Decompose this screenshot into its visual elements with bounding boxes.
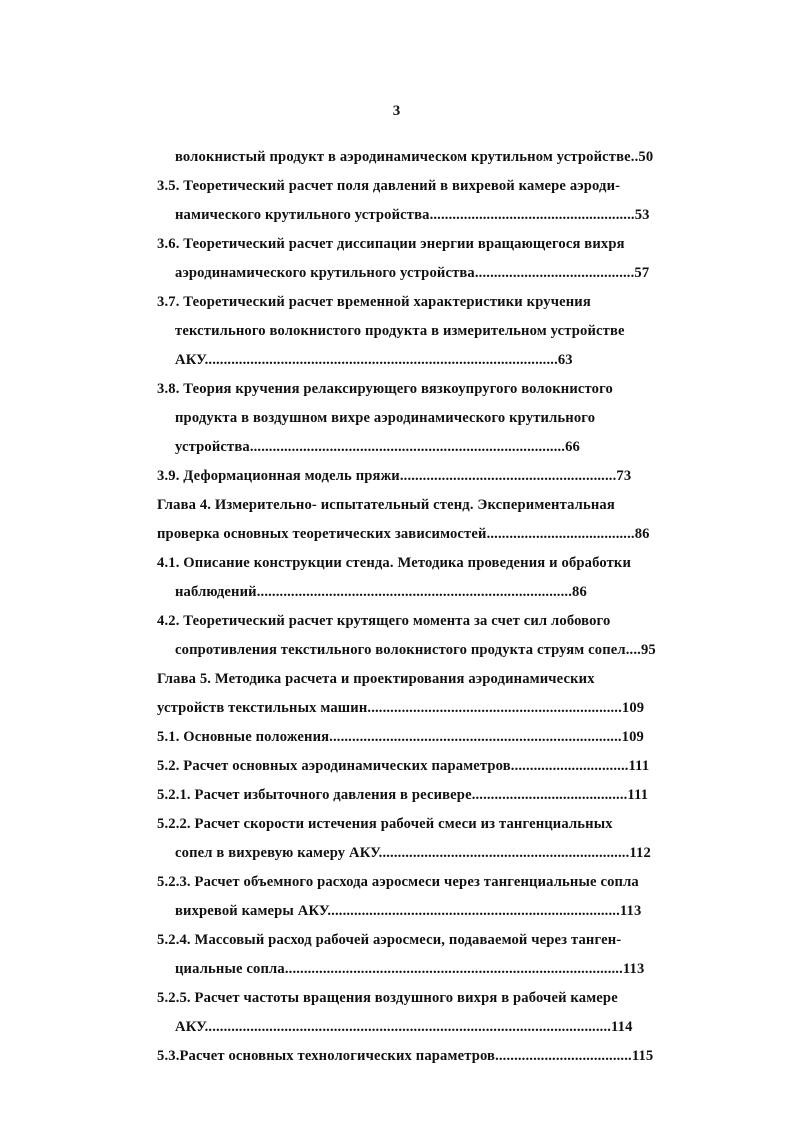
toc-line: 5.2.1. Расчет избыточного давления в ресивере.........................................111 (157, 787, 649, 803)
toc-line: сопел в вихревую камеру АКУ..................................................................112 (175, 845, 651, 861)
toc-line: Глава 5. Методика расчета и проектирования аэродинамических (157, 671, 595, 687)
page-number: 3 (392, 103, 401, 119)
toc-line: 5.1. Основные положения.............................................................................109 (157, 729, 645, 745)
toc-line: 3.7. Теоретический расчет временной характеристики кручения (157, 294, 591, 310)
toc-line: 5.2.4. Массовый расход рабочей аэросмеси, подаваемой через танген- (157, 932, 622, 948)
toc-line: 5.2.2. Расчет скорости истечения рабочей смеси из тангенциальных (157, 816, 613, 832)
toc-line: 3.5. Теоретический расчет поля давлений в вихревой камере аэроди- (157, 178, 621, 194)
toc-line: АКУ.............................................................................................63 (175, 352, 573, 368)
toc-line: 5.3.Расчет основных технологических параметров....................................115 (157, 1048, 654, 1064)
toc-line: наблюдений...................................................................................86 (175, 584, 587, 600)
toc-line: 3.9. Деформационная модель пряжи.........................................................73 (157, 468, 632, 484)
toc-line: 5.2.3. Расчет объемного расхода аэросмеси через тангенциальные сопла (157, 874, 639, 890)
toc-line: 4.1. Описание конструкции стенда. Методика проведения и обработки (157, 555, 632, 571)
toc-line: 5.2.5. Расчет частоты вращения воздушного вихря в рабочей камере (157, 990, 618, 1006)
toc-line: сопротивления текстильного волокнистого продукта струям сопел....95 (175, 642, 656, 658)
toc-line: устройства...................................................................................66 (175, 439, 580, 455)
toc-line: 5.2. Расчет основных аэродинамических параметров...............................111 (157, 758, 650, 774)
toc-line: вихревой камеры АКУ.............................................................................113 (175, 903, 642, 919)
toc-line: аэродинамического крутильного устройства..........................................57 (175, 265, 650, 281)
toc-line: устройств текстильных машин...................................................................109 (157, 700, 645, 716)
toc-line: 3.6. Теоретический расчет диссипации энергии вращающегося вихря (157, 236, 625, 252)
toc-line: текстильного волокнистого продукта в измерительном устройстве (175, 323, 625, 339)
toc-line: волокнистый продукт в аэродинамическом крутильном устройстве..50 (175, 149, 654, 165)
toc-line: АКУ...........................................................................................................114 (175, 1019, 633, 1035)
toc-line: продукта в воздушном вихре аэродинамического крутильного (175, 410, 596, 426)
toc-line: 4.2. Теоретический расчет крутящего момента за счет сил лобового (157, 613, 611, 629)
toc-line: Глава 4. Измерительно- испытательный стенд. Экспериментальная (157, 497, 615, 513)
toc-line: циальные сопла.........................................................................................113 (175, 961, 645, 977)
toc-line: проверка основных теоретических зависимостей.......................................86 (157, 526, 650, 542)
toc-line: 3.8. Теория кручения релаксирующего вязкоупругого волокнистого (157, 381, 613, 397)
toc-line: намического крутильного устройства......................................................53 (175, 207, 650, 223)
